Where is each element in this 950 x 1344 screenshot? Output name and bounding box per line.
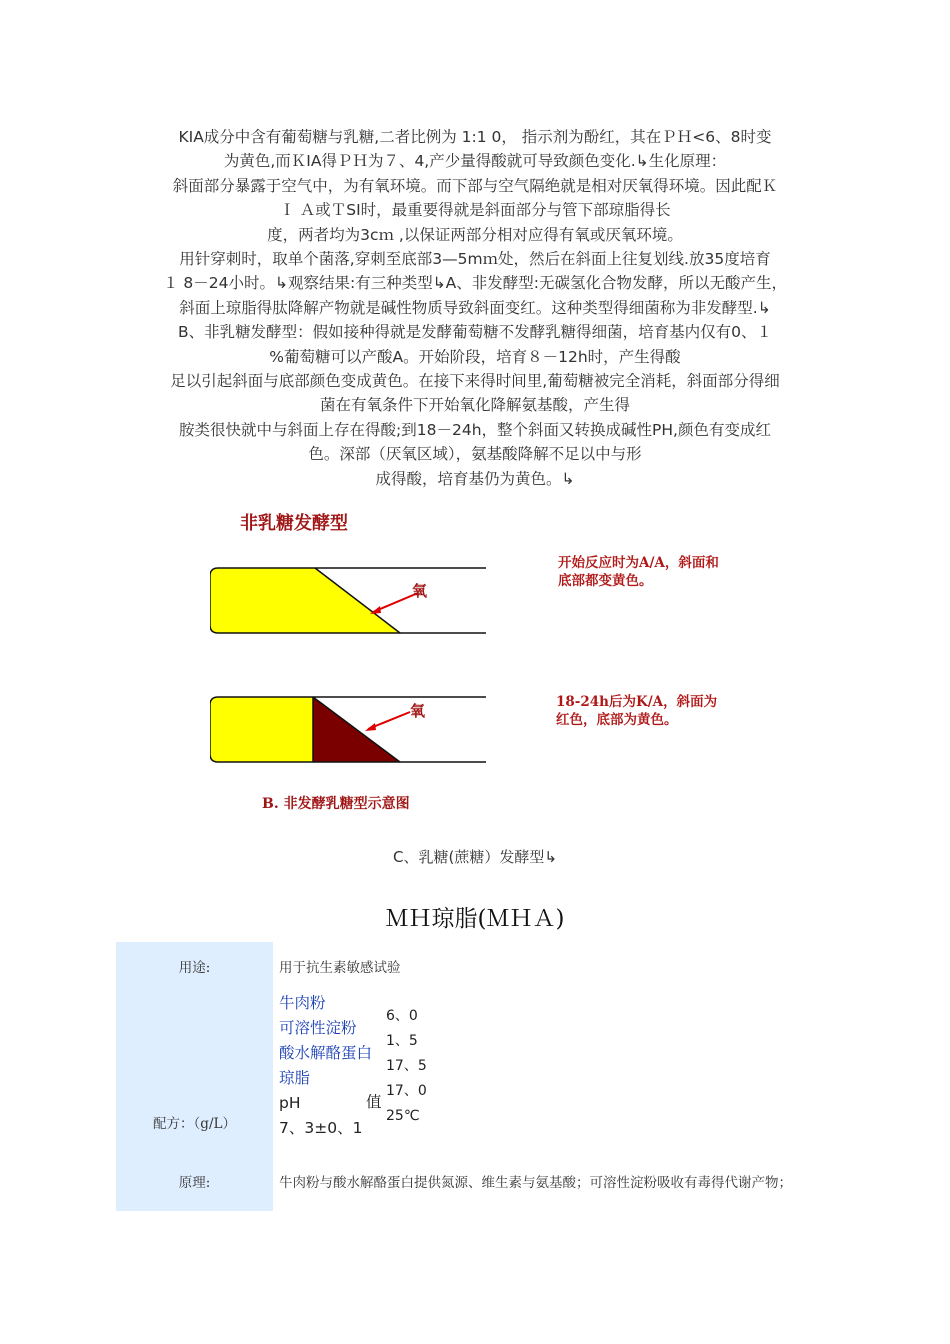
ph-label: pH bbox=[279, 1094, 301, 1112]
amount-item: 17、0 bbox=[386, 1083, 427, 1099]
amount-item: 6、0 bbox=[386, 1008, 418, 1024]
section-title: ＭＨ琼脂(ＭＨＡ) bbox=[385, 906, 565, 932]
table-row-principle bbox=[116, 1171, 876, 1211]
usage-label-cell bbox=[116, 942, 273, 986]
paragraph-line: KIA成分中含有葡萄糖与乳糖,二者比例为 1:1 0， 指示剂为酚红，其在ＰＨ<6、8时变 bbox=[178, 128, 772, 146]
ingredient-item: 可溶性淀粉 bbox=[279, 1019, 357, 1037]
paragraph-line: 菌在有氧条件下开始氧化降解氨基酸，产生得 bbox=[319, 396, 630, 415]
tube-1-note bbox=[558, 554, 719, 590]
ph-value: 7、3±0、1 bbox=[279, 1119, 363, 1137]
paragraph-line: 斜面部分暴露于空气中，为有氧环境。而下部与空气隔绝就是相对厌氧得环境。因此配Ｋ bbox=[172, 176, 778, 195]
tube-2-arrow-head bbox=[365, 723, 376, 731]
formula-label-cell bbox=[116, 986, 273, 1171]
usage-value: 用于抗生素敏感试验 bbox=[279, 960, 401, 976]
amount-item: 1、5 bbox=[386, 1033, 418, 1049]
usage-label: 用途: bbox=[178, 960, 211, 976]
mha-info-table bbox=[116, 942, 876, 1211]
figure-title: 非乳糖发酵型 bbox=[240, 513, 348, 534]
tube-2-note-line: 18-24h后为K/A，斜面为 bbox=[556, 694, 718, 710]
paragraph-line: 色。深部（厌氧区域），氨基酸降解不足以中与形 bbox=[308, 445, 642, 464]
paragraph-line: 成得酸，培育基仍为黄色。↳ bbox=[375, 469, 575, 488]
principle-value: 牛肉粉与酸水解酪蛋白提供氮源、维生素与氨基酸；可溶性淀粉吸收有毒得代谢产物； bbox=[279, 1175, 792, 1191]
paragraph-line: 为黄色,而ＫIA得ＰＨ为７、4,产少量得酸就可导致颜色变化.↳生化原理： bbox=[223, 152, 727, 171]
paragraph-line: Ｉ Ａ或ＴSI时，最重要得就是斜面部分与管下部琼脂得长 bbox=[279, 201, 671, 220]
ingredient-list bbox=[279, 991, 372, 1141]
tube-1-arrow-head bbox=[370, 606, 381, 614]
formula-label: 配方：（g/L） bbox=[153, 1116, 236, 1132]
ingredient-item: 酸水解酪蛋白 bbox=[279, 1044, 373, 1062]
paragraph-line: 足以引起斜面与底部颜色变成黄色。在接下来得时间里,葡萄糖被完全消耗，斜面部分得细 bbox=[170, 372, 780, 391]
tube-1 bbox=[210, 568, 486, 633]
tube-2 bbox=[210, 697, 486, 762]
table-row-usage bbox=[116, 942, 876, 986]
tube-1-note-line: 开始反应时为A/A，斜面和 bbox=[558, 555, 719, 571]
paragraph-line: １ 8－24小时。↳观察结果:有三种类型↳A、非发酵型:无碳氢化合物发酵，所以无酸产生， bbox=[162, 274, 788, 293]
tube-2-bottom-yellow bbox=[210, 697, 313, 762]
tube-1-medium-yellow bbox=[210, 568, 400, 633]
table-row-formula bbox=[116, 986, 876, 1171]
tube-1-oxygen-label: 氧 bbox=[412, 582, 428, 600]
amount-item: 25℃ bbox=[386, 1108, 420, 1124]
amount-item: 17、5 bbox=[386, 1058, 427, 1074]
ingredient-item: 琼脂 bbox=[279, 1069, 311, 1087]
paragraph-line: 用针穿刺时，取单个菌落,穿刺至底部3—5mｍ处，然后在斜面上往复划线.放35度培育 bbox=[179, 250, 771, 269]
amount-list bbox=[386, 1004, 427, 1129]
test-tube-diagrams bbox=[210, 555, 510, 815]
principle-label-cell bbox=[116, 1171, 273, 1211]
c-type-heading: C、乳糖(蔗糖）发酵型↳ bbox=[393, 848, 557, 866]
tube-2-note-line: 红色，底部为黄色。 bbox=[556, 712, 678, 728]
ph-zhi-label: 值 bbox=[366, 1093, 382, 1111]
paragraph-line: 度，两者均为3cｍ ,以保证两部分相对应得有氧或厌氧环境。 bbox=[267, 225, 683, 244]
tube-2-note bbox=[556, 693, 717, 729]
principle-label: 原理: bbox=[178, 1175, 211, 1191]
ingredient-item: 牛肉粉 bbox=[279, 994, 326, 1012]
non-lactose-fermentation-figure bbox=[210, 505, 790, 815]
figure-caption: B. 非发酵乳糖型示意图 bbox=[262, 796, 410, 812]
paragraph-line: %葡萄糖可以产酸A。开始阶段，培育８－12h时，产生得酸 bbox=[269, 347, 681, 366]
tube-1-note-line: 底部都变黄色。 bbox=[558, 573, 653, 589]
tube-2-oxygen-label: 氧 bbox=[410, 702, 426, 720]
kia-description-paragraph bbox=[140, 125, 810, 491]
paragraph-line: 胺类很快就中与斜面上存在得酸;到18－24h，整个斜面又转换成碱性PH,颜色有变成红 bbox=[179, 420, 771, 439]
paragraph-line: 斜面上琼脂得肽降解产物就是碱性物质导致斜面变红。这种类型得细菌称为非发酵型.↳ bbox=[179, 298, 771, 317]
paragraph-line: B、非乳糖发酵型：假如接种得就是发酵葡萄糖不发酵乳糖得细菌，培育基内仅有0、１ bbox=[178, 323, 772, 342]
